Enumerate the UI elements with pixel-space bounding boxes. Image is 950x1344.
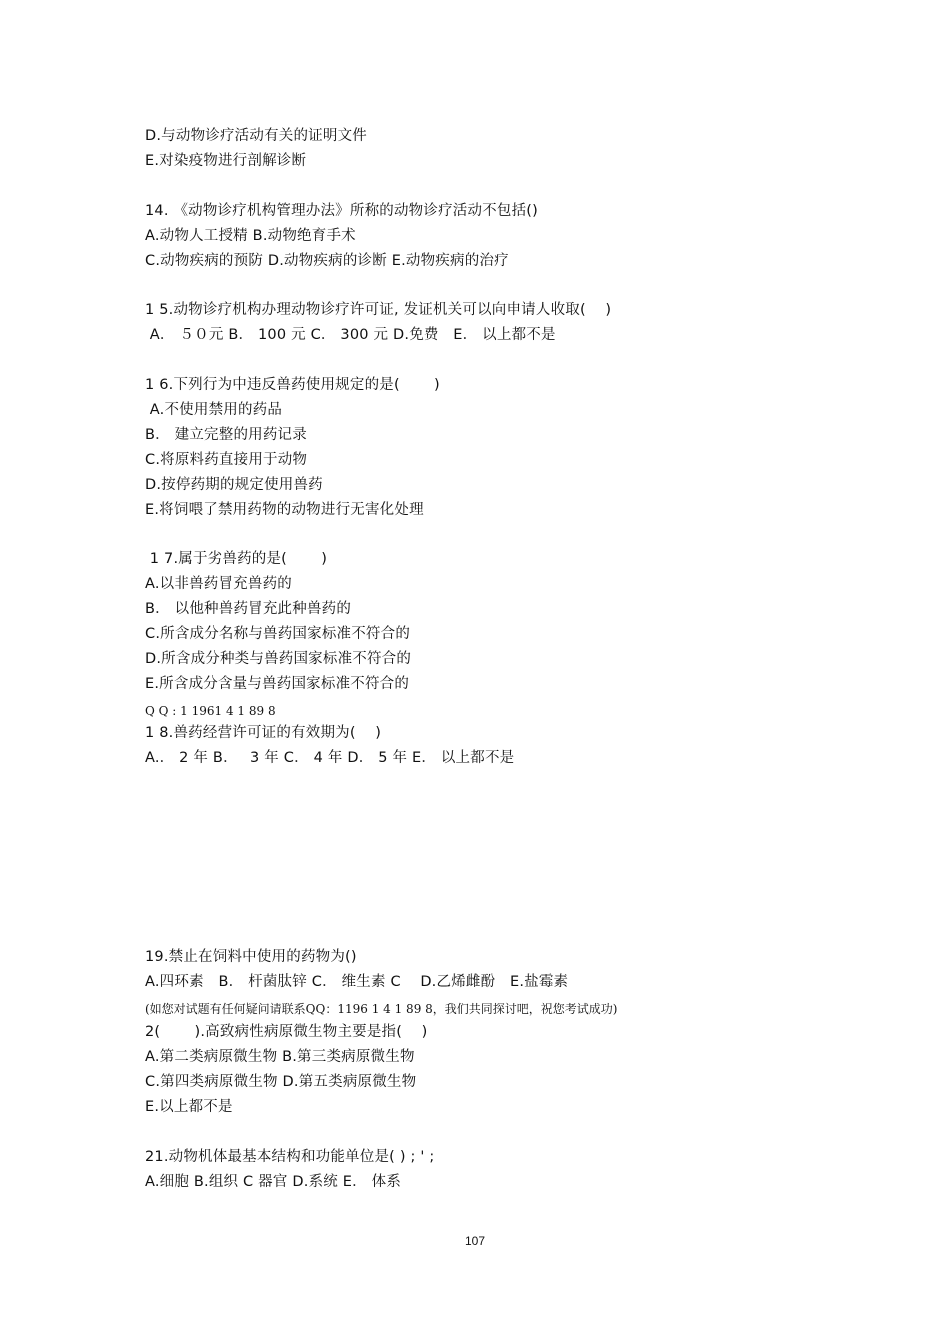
question-14: 14. 《动物诊疗机构管理办法》所称的动物诊疗活动不包括(): [145, 203, 538, 219]
options-14-cde: C.动物疾病的预防 D.动物疾病的诊断 E.动物疾病的治疗: [145, 253, 509, 269]
question-15: 1 5.动物诊疗机构办理动物诊疗许可证, 发证机关可以向申请人收取( ): [145, 302, 612, 318]
option-17a: A.以非兽药冒充兽药的: [145, 576, 292, 592]
options-21: A.细胞 B.组织 C 器官 D.系统 E． 体系: [145, 1174, 402, 1190]
options-18: A.． 2 年 B． 3 年 C． 4 年 D． 5 年 E． 以上都不是: [145, 750, 515, 766]
question-20: 2( ).高致病性病原微生物主要是指( ): [145, 1024, 428, 1040]
question-17: 1 7.属于劣兽药的是( ): [145, 551, 328, 567]
question-18: 1 8.兽药经营许可证的有效期为( ): [145, 725, 382, 741]
option-16b: B． 建立完整的用药记录: [145, 427, 307, 443]
option-16d: D.按停药期的规定使用兽药: [145, 477, 323, 493]
option-13d: D.与动物诊疗活动有关的证明文件: [145, 128, 367, 144]
option-17b: B． 以他种兽药冒充此种兽药的: [145, 601, 352, 617]
options-15: A． ５０元 B． 100 元 C． 300 元 D.免费 E． 以上都不是: [145, 327, 556, 343]
qq-contact-note: Q Q : 1 1961 4 1 89 8: [145, 704, 276, 718]
question-19: 19.禁止在饲料中使用的药物为(): [145, 949, 357, 965]
option-17d: D.所含成分种类与兽药国家标准不符合的: [145, 651, 412, 667]
question-21: 21.动物机体最基本结构和功能单位是( ) ; ' ;: [145, 1149, 435, 1165]
contact-note: (如您对试题有任何疑问请联系QQ：1196 1 4 1 89 8，我们共同探讨吧，祝您考试成功): [145, 1002, 618, 1016]
option-16e: E.将饲喂了禁用药物的动物进行无害化处理: [145, 502, 424, 518]
page-number: 107: [464, 1234, 486, 1248]
question-16: 1 6.下列行为中违反兽药使用规定的是( ): [145, 377, 440, 393]
options-19: A.四环素 B． 杆菌肽锌 C． 维生素 C D.乙烯雌酚 E.盐霉素: [145, 974, 569, 990]
options-14-ab: A.动物人工授精 B.动物绝育手术: [145, 228, 356, 244]
option-16a: A.不使用禁用的药品: [145, 402, 283, 418]
options-20-cd: C.第四类病原微生物 D.第五类病原微生物: [145, 1074, 417, 1090]
option-13e: E.对染疫物进行剖解诊断: [145, 153, 307, 169]
options-20-ab: A.第二类病原微生物 B.第三类病原微生物: [145, 1049, 415, 1065]
option-17e: E.所含成分含量与兽药国家标准不符合的: [145, 676, 410, 692]
option-20e: E.以上都不是: [145, 1099, 233, 1115]
option-17c: C.所含成分名称与兽药国家标准不符合的: [145, 626, 411, 642]
option-16c: C.将原料药直接用于动物: [145, 452, 308, 468]
